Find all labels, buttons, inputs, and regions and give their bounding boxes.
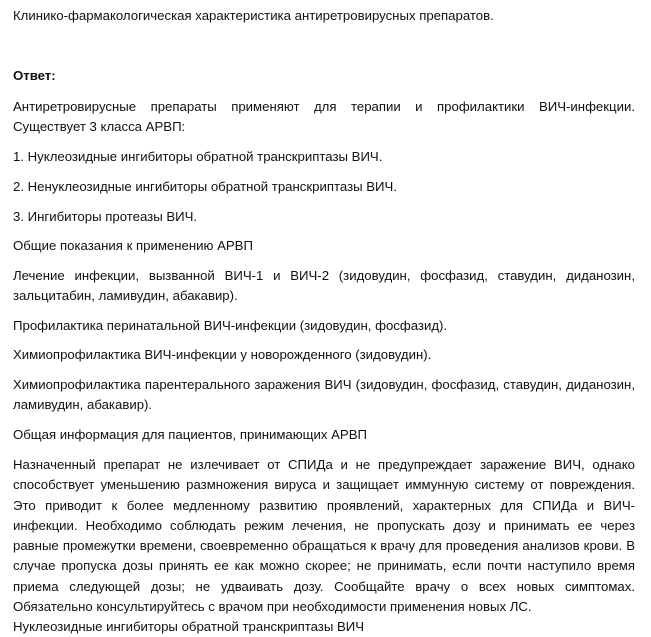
- indication-item-1: Лечение инфекции, вызванной ВИЧ-1 и ВИЧ-2 (зидовудин, фосфазид, ставудин, диданозин, зальцитабин, ламивудин, абакавир).: [13, 268, 635, 304]
- patients-paragraph: Назначенный препарат не излечивает от СПИДа и не предупреждает заражение ВИЧ, однако способствует уменьшению размножения вируса и защищает иммунную систему от повреждения. Это приводит к более медленному развитию проявлений, характерных для СПИДа и ВИЧ-инфекции. Необходимо соблюдать режим лечения, не пропускать дозу и принимать ее через равные промежутки времени, своевременно обращаться к врачу для проведения анализов крови. В случае пропуска дозы принять ее как можно скорее; не принимать, если почти наступило время приема следующей дозы; не удваивать дозу. Сообщайте врачу о всех новых симптомах. Обязательно консультируйтесь с врачом при необходимости применения новых ЛС.: [13, 457, 635, 615]
- indications-heading: Общие показания к применению АРВП: [13, 238, 253, 253]
- indication-item-4: Химиопрофилактика парентерального заражения ВИЧ (зидовудин, фосфазид, ставудин, диданозин, ламивудин, абакавир).: [13, 377, 635, 413]
- class-item-1: 1. Нуклеозидные ингибиторы обратной транскриптазы ВИЧ.: [13, 149, 383, 164]
- patients-heading: Общая информация для пациентов, принимающих АРВП: [13, 427, 367, 442]
- class-item-2: 2. Ненуклеозидные ингибиторы обратной транскриптазы ВИЧ.: [13, 179, 397, 194]
- intro-paragraph: Антиретровирусные препараты применяют для терапии и профилактики ВИЧ-инфекции. Существует 3 класса АРВП:: [13, 99, 635, 135]
- class-item-3: 3. Ингибиторы протеазы ВИЧ.: [13, 209, 198, 224]
- answer-label: Ответ:: [13, 68, 56, 83]
- next-section-heading: Нуклеозидные ингибиторы обратной транскриптазы ВИЧ: [13, 619, 365, 634]
- document-title: Клинико-фармакологическая характеристика антиретровирусных препаратов.: [13, 8, 494, 23]
- indication-item-2: Профилактика перинатальной ВИЧ-инфекции (зидовудин, фосфазид).: [13, 318, 448, 333]
- indication-item-3: Химиопрофилактика ВИЧ-инфекции у новорожденного (зидовудин).: [13, 347, 432, 362]
